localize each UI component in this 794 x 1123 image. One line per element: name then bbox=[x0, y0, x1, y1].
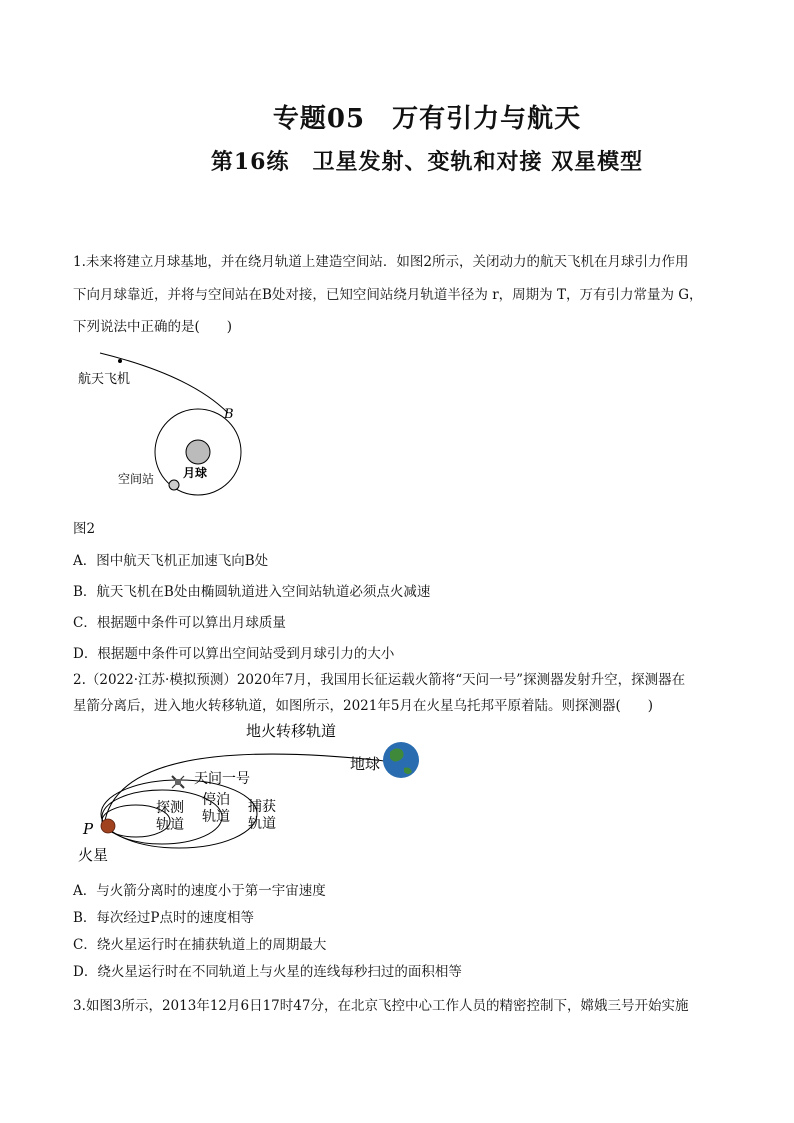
label-explore-1: 探测 bbox=[156, 800, 184, 816]
label-p: P bbox=[83, 820, 94, 838]
q3-stem-line1: 3.如图3所示，2013年12月6日17时47分，在北京飞控中心工作人员的精密控制下，嫦娥三号开始实施 bbox=[73, 998, 689, 1014]
probe-icon bbox=[172, 776, 184, 788]
q2-stem-line2: 星箭分离后，进入地火转移轨道，如图所示，2021年5月在火星乌托邦平原着陆。则探测器( ) bbox=[73, 698, 653, 714]
shuttle-dot bbox=[118, 359, 122, 363]
label-transfer-orbit: 地火转移轨道 bbox=[246, 722, 337, 740]
label-park-2: 轨道 bbox=[202, 809, 230, 825]
page-title: 专题05 万有引力与航天 bbox=[272, 104, 582, 134]
q2-option-b: B．每次经过P点时的速度相等 bbox=[73, 910, 255, 926]
mars-icon bbox=[101, 819, 115, 833]
label-capture-2: 轨道 bbox=[248, 816, 276, 832]
q2-option-a: A．与火箭分离时的速度小于第一宇宙速度 bbox=[73, 883, 326, 899]
moon-icon bbox=[186, 440, 210, 464]
q2-stem-line1: 2.（2022·江苏·模拟预测）2020年7月，我国用长征运载火箭将“天问一号”探测器发射升空，探测器在 bbox=[73, 672, 686, 688]
earth-icon bbox=[383, 742, 419, 778]
q1-option-b: B．航天飞机在B处由椭圆轨道进入空间站轨道必须点火减速 bbox=[73, 584, 431, 600]
station-icon bbox=[169, 480, 179, 490]
page-subtitle: 第16练 卫星发射、变轨和对接 双星模型 bbox=[210, 149, 644, 175]
label-shuttle: 航天飞机 bbox=[78, 372, 131, 387]
label-moon: 月球 bbox=[183, 466, 208, 480]
q1-figure-caption: 图2 bbox=[73, 521, 96, 537]
q2-option-d: D．绕火星运行时在不同轨道上与火星的连线每秒扫过的面积相等 bbox=[73, 964, 462, 980]
q2-figure bbox=[74, 718, 434, 868]
label-b: B bbox=[224, 407, 234, 422]
label-station: 空间站 bbox=[118, 472, 155, 486]
label-mars: 火星 bbox=[78, 846, 109, 864]
q1-stem-line1: 1.未来将建立月球基地，并在绕月轨道上建造空间站．如图2所示，关闭动力的航天飞机在月球引力作用 bbox=[73, 254, 689, 270]
q1-option-a: A．图中航天飞机正加速飞向B处 bbox=[73, 553, 269, 569]
q1-option-c: C．根据题中条件可以算出月球质量 bbox=[73, 615, 286, 631]
q2-option-c: C．绕火星运行时在捕获轨道上的周期最大 bbox=[73, 937, 327, 953]
label-explore-2: 轨道 bbox=[156, 817, 184, 833]
label-probe: 天问一号 bbox=[194, 771, 250, 787]
label-capture-1: 捕获 bbox=[248, 799, 276, 815]
label-park-1: 停泊 bbox=[202, 792, 230, 808]
q1-stem-line2: 下向月球靠近，并将与空间站在B处对接，已知空间站绕月轨道半径为 r，周期为 T，万有引力常量为 G， bbox=[73, 287, 703, 303]
label-earth: 地球 bbox=[350, 755, 381, 773]
q1-option-d: D．根据题中条件可以算出空间站受到月球引力的大小 bbox=[73, 646, 395, 662]
q1-stem-line3: 下列说法中正确的是( ) bbox=[73, 319, 233, 335]
q1-figure bbox=[70, 345, 270, 500]
